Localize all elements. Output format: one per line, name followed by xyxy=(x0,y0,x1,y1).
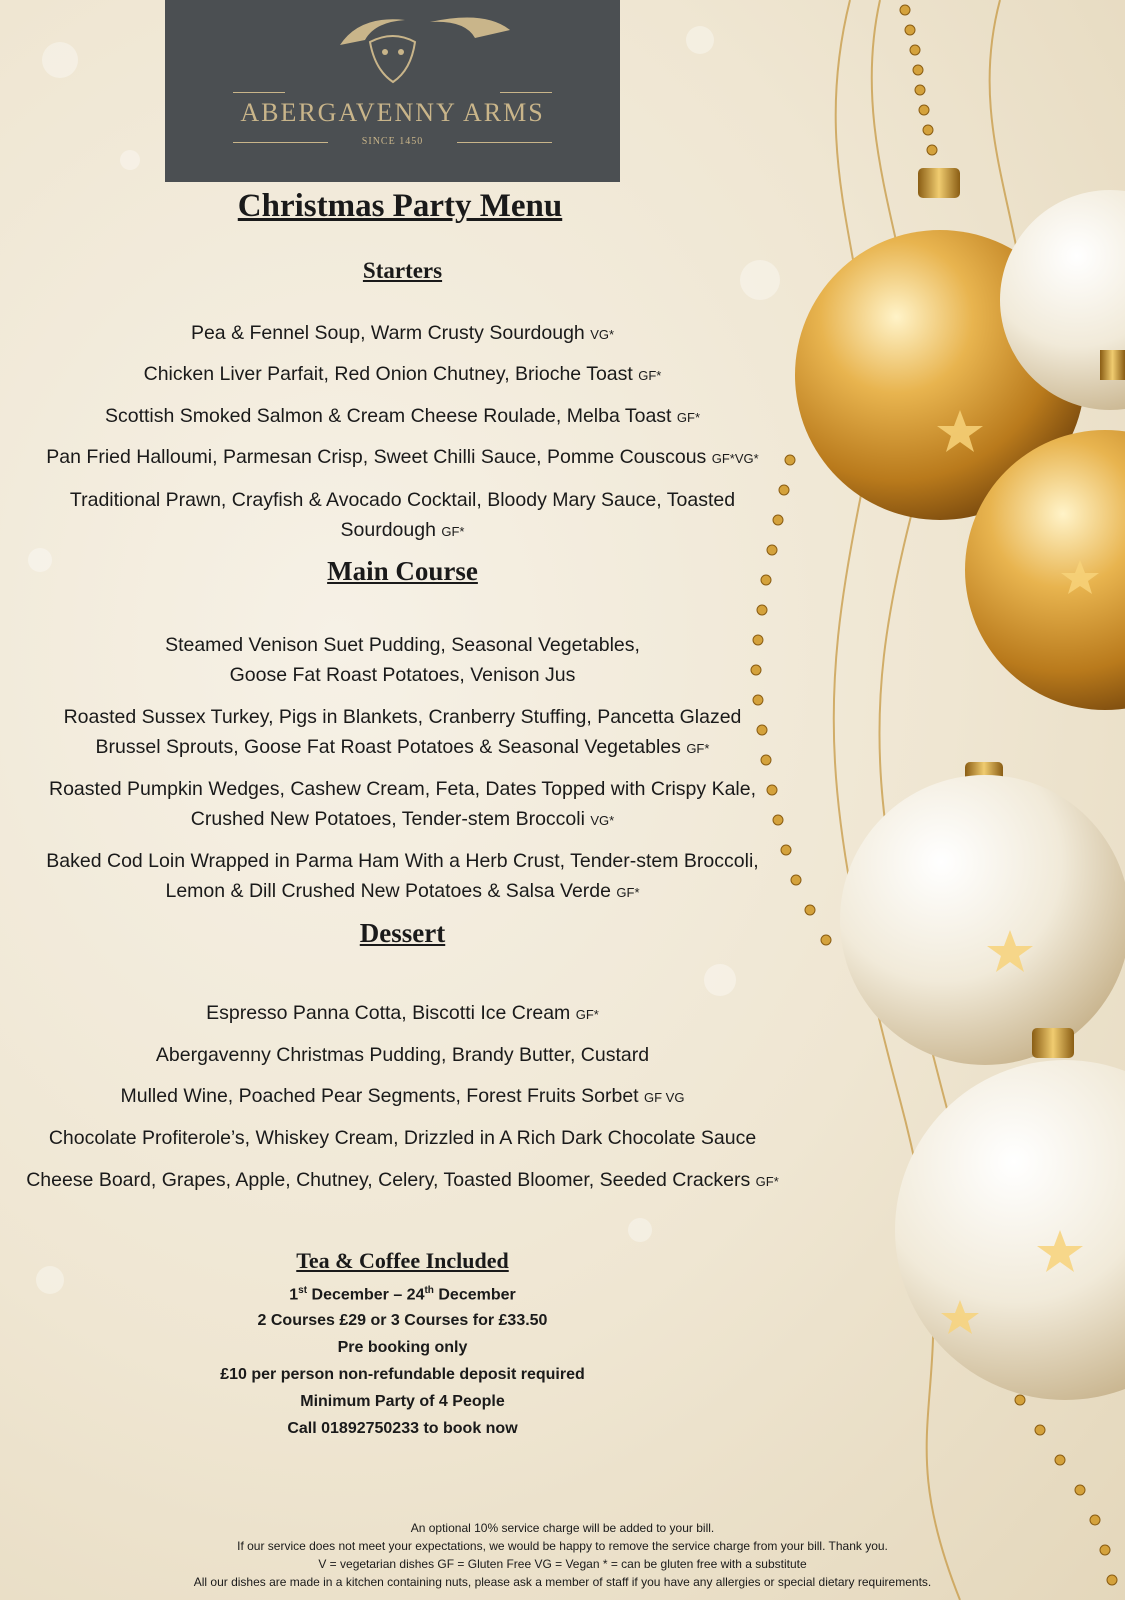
footer-allergy-note: All our dishes are made in a kitchen containing nuts, please ask a member of staff if you have any allergies or special dietary requirements. xyxy=(193,1575,932,1589)
logo-since: SINCE 1450 xyxy=(361,136,424,147)
date-range: 1st December – 24th December xyxy=(289,1285,516,1304)
dietary-tag: VG* xyxy=(590,327,615,342)
dessert-item: Mulled Wine, Poached Pear Segments, Forest Fruits Sorbet GF VG xyxy=(120,1085,685,1107)
prebook-info: Pre booking only xyxy=(337,1339,468,1356)
menu-title: Christmas Party Menu xyxy=(237,188,563,224)
starters-heading: Starters xyxy=(362,258,443,283)
starter-item: Scottish Smoked Salmon & Cream Cheese Roulade, Melba Toast GF* xyxy=(104,405,701,427)
main-item: Baked Cod Loin Wrapped in Parma Ham With a Herb Crust, Tender-stem Broccoli, Lemon & Dill Crushed New Potatoes & Salsa Verde GF* xyxy=(46,850,759,902)
price-info: 2 Courses £29 or 3 Courses for £33.50 xyxy=(257,1312,548,1329)
footer-service-note: If our service does not meet your expectations, we would be happy to remove the service charge from your bill. Thank you. xyxy=(237,1539,888,1553)
minimum-party-info: Minimum Party of 4 People xyxy=(300,1393,505,1410)
dietary-tag: VG* xyxy=(590,813,615,828)
dietary-tag: GF* xyxy=(616,885,640,900)
stag-skull-icon xyxy=(165,0,620,95)
tea-coffee-heading: Tea & Coffee Included xyxy=(296,1248,509,1273)
main-item: Roasted Pumpkin Wedges, Cashew Cream, Feta, Dates Topped with Crispy Kale, Crushed New Potatoes, Tender-stem Broccoli VG* xyxy=(48,778,757,830)
main-item: Steamed Venison Suet Pudding, Seasonal Vegetables, Goose Fat Roast Potatoes, Venison Jus xyxy=(165,634,640,686)
dietary-tag: GF* xyxy=(676,410,701,425)
logo-name: ABERGAVENNY ARMS xyxy=(240,98,545,127)
main-item: Roasted Sussex Turkey, Pigs in Blankets, Cranberry Stuffing, Pancetta Glazed Brussel Sprouts, Goose Fat Roast Potatoes & Seasonal Vegetables GF* xyxy=(63,706,742,758)
deposit-info: £10 per person non-refundable deposit required xyxy=(220,1366,585,1383)
dessert-item: Cheese Board, Grapes, Apple, Chutney, Celery, Toasted Bloomer, Seeded Crackers GF* xyxy=(26,1169,779,1191)
footer-service-charge: An optional 10% service charge will be added to your bill. xyxy=(410,1521,715,1535)
dessert-item: Chocolate Profiterole’s, Whiskey Cream, Drizzled in A Rich Dark Chocolate Sauce xyxy=(48,1127,757,1149)
booking-phone: Call 01892750233 to book now xyxy=(287,1420,518,1437)
dietary-tag: GF*VG* xyxy=(711,451,759,466)
dietary-tag: GF VG xyxy=(644,1090,685,1105)
logo xyxy=(165,0,620,182)
logo-rule-right xyxy=(500,92,552,93)
starter-item: Pan Fried Halloumi, Parmesan Crisp, Sweet Chilli Sauce, Pomme Couscous GF*VG* xyxy=(46,446,759,468)
dietary-tag: GF* xyxy=(686,741,710,756)
dietary-tag: GF* xyxy=(638,368,662,383)
main-course-heading: Main Course xyxy=(327,556,478,586)
footer-dietary-key: V = vegetarian dishes GF = Gluten Free VG = Vegan * = can be gluten free with a substitute xyxy=(318,1557,807,1571)
starter-item: Traditional Prawn, Crayfish & Avocado Cocktail, Bloody Mary Sauce, Toasted Sourdough GF* xyxy=(69,489,736,541)
starter-item: Pea & Fennel Soup, Warm Crusty Sourdough VG* xyxy=(190,322,615,344)
dietary-tag: GF* xyxy=(575,1007,599,1022)
dietary-tag: GF* xyxy=(755,1174,779,1189)
dessert-item: Abergavenny Christmas Pudding, Brandy Butter, Custard xyxy=(155,1044,650,1066)
dessert-item: Espresso Panna Cotta, Biscotti Ice Cream GF* xyxy=(206,1002,599,1024)
starter-item: Chicken Liver Parfait, Red Onion Chutney, Brioche Toast GF* xyxy=(143,363,662,385)
logo-rule-left xyxy=(233,92,285,93)
dietary-tag: GF* xyxy=(441,524,465,539)
dessert-heading: Dessert xyxy=(359,918,446,948)
